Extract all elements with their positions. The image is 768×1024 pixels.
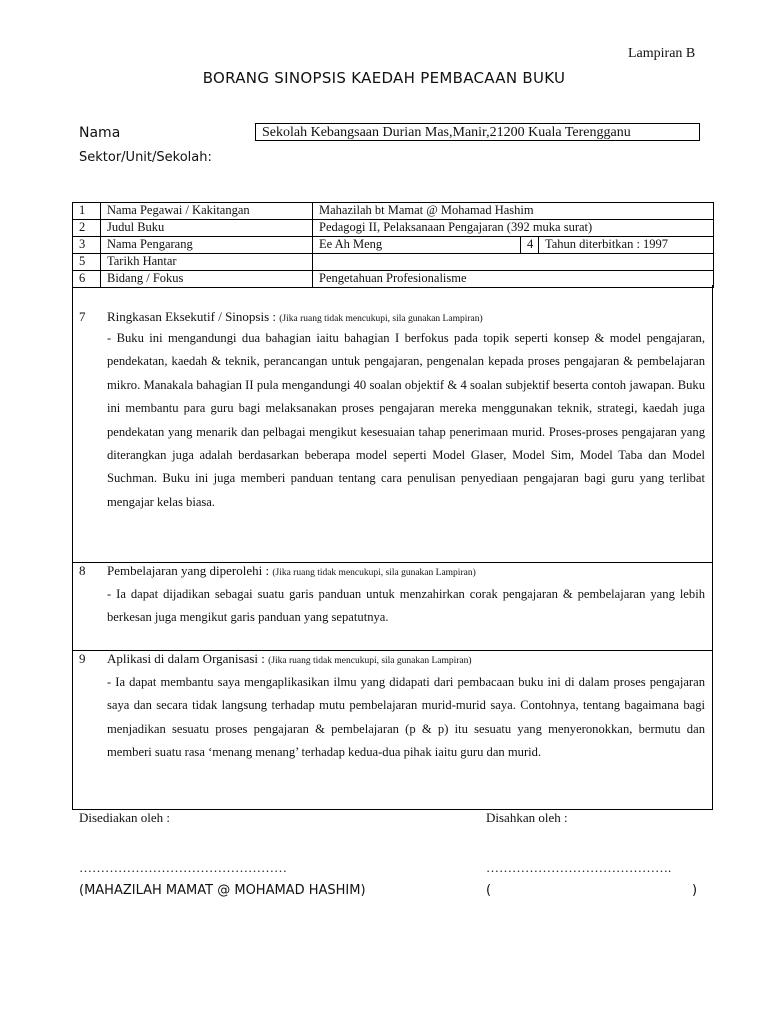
row-value: Mahazilah bt Mamat @ Mohamad Hashim — [313, 203, 714, 220]
row-label: Nama Pegawai / Kakitangan — [101, 203, 313, 220]
prepared-by-label: Disediakan oleh : — [79, 810, 170, 825]
row-value: Pedagogi II, Pelaksanaan Pengajaran (392 muka surat) — [313, 220, 714, 237]
row-label: Tarikh Hantar — [101, 254, 313, 271]
approved-name-close: ) — [692, 883, 698, 898]
section-body: - Ia dapat dijadikan sebagai suatu garis panduan untuk menzahirkan corak pengajaran & pembelajaran yang lebih berkesan juga mengikut garis panduan yang sepatutnya. — [107, 587, 705, 625]
section-synopsis — [72, 285, 713, 563]
form-title: BORANG SINOPSIS KAEDAH PEMBACAAN BUKU — [202, 69, 566, 87]
section-application — [72, 651, 713, 810]
row-number: 6 — [73, 271, 101, 288]
nama-label: Nama — [79, 125, 121, 141]
row-number: 1 — [73, 203, 101, 220]
sektor-label: Sektor/Unit/Sekolah: — [79, 150, 212, 165]
appendix-label: Lampiran B — [628, 46, 696, 61]
prepared-signature-line: ………………………………………… — [79, 860, 287, 875]
section-heading-text: Pembelajaran yang diperolehi : — [107, 563, 270, 578]
row-value: Pengetahuan Profesionalisme — [313, 271, 714, 288]
section-note: (Jika ruang tidak mencukupi, sila gunakan Lampiran) — [272, 568, 476, 578]
row-label: Judul Buku — [101, 220, 313, 237]
section-note: (Jika ruang tidak mencukupi, sila gunakan Lampiran) — [268, 656, 472, 666]
prepared-name: (MAHAZILAH MAMAT @ MOHAMAD HASHIM) — [79, 883, 366, 898]
section-number: 8 — [79, 563, 86, 578]
row-number: 4 — [521, 237, 539, 254]
section-learning — [72, 563, 713, 651]
school-field: Sekolah Kebangsaan Durian Mas,Manir,21200 Kuala Terengganu — [255, 123, 700, 141]
table-row — [73, 220, 714, 237]
approved-name-open: ( — [486, 883, 492, 898]
section-number: 9 — [79, 651, 86, 666]
section-body: - Buku ini mengandungi dua bahagian iaitu bahagian I berfokus pada topik seperti konsep & model pengajaran, pendekatan, kaedah & teknik, perancangan untuk pengajaran, pengenalan kepada proses pengajaran & pembelajaran mikro. Manakala bahagian II pula mengandungi 40 soalan objektif & 4 soalan subjektif beserta contoh jawapan. Buku ini membantu para guru bagi melaksanakan proses pengajaran mereka menggunakan teknik, strategi, kaedah juga pendekatan yang menarik dan pelbagai mengikut kesesuaian tahap penerimaan murid. Proses-proses pengajaran yang diterangkan juga adalah berdasarkan beberapa model seperti Model Glaser, Model Sim, Model Taba dan Model Suchman. Buku ini juga memberi panduan tentang cara penulisan penyediaan pengajaran bagi guru yang terlibat mengajar kelas biasa. — [107, 331, 705, 509]
section-heading-text: Ringkasan Eksekutif / Sinopsis : — [107, 309, 276, 324]
row-label: Nama Pengarang — [101, 237, 313, 254]
section-heading-text: Aplikasi di dalam Organisasi : — [107, 651, 265, 666]
section-heading — [107, 651, 472, 667]
row-value — [313, 254, 714, 271]
approved-by-label: Disahkan oleh : — [486, 810, 568, 825]
approved-signature-line: ……………………………………. — [486, 860, 672, 875]
row-number: 3 — [73, 237, 101, 254]
table-row — [73, 254, 714, 271]
section-number: 7 — [79, 309, 86, 324]
section-note: (Jika ruang tidak mencukupi, sila gunakan Lampiran) — [279, 314, 483, 324]
table-row — [73, 203, 714, 220]
row-number: 5 — [73, 254, 101, 271]
table-row — [73, 237, 714, 254]
row-value: Ee Ah Meng — [313, 237, 521, 254]
details-table — [72, 202, 714, 288]
section-body: - Ia dapat membantu saya mengaplikasikan ilmu yang didapati dari pembacaan buku ini di dalam proses pengajaran saya dan secara tidak langsung terhadap mutu pembelajaran murid-murid saya. Contohnya, tentang bagaimana bagi menjadikan sesuatu proses pengajaran & pembelajaran (p & p) itu sesuatu yang menyeronokkan, bermutu dan memberi suatu rasa ‘menang menang’ terhadap kedua-dua pihak iaitu guru dan murid. — [107, 675, 705, 760]
section-heading — [107, 563, 476, 579]
section-heading — [107, 309, 483, 325]
year-published: Tahun diterbitkan : 1997 — [539, 237, 714, 254]
row-label: Bidang / Fokus — [101, 271, 313, 288]
row-number: 2 — [73, 220, 101, 237]
